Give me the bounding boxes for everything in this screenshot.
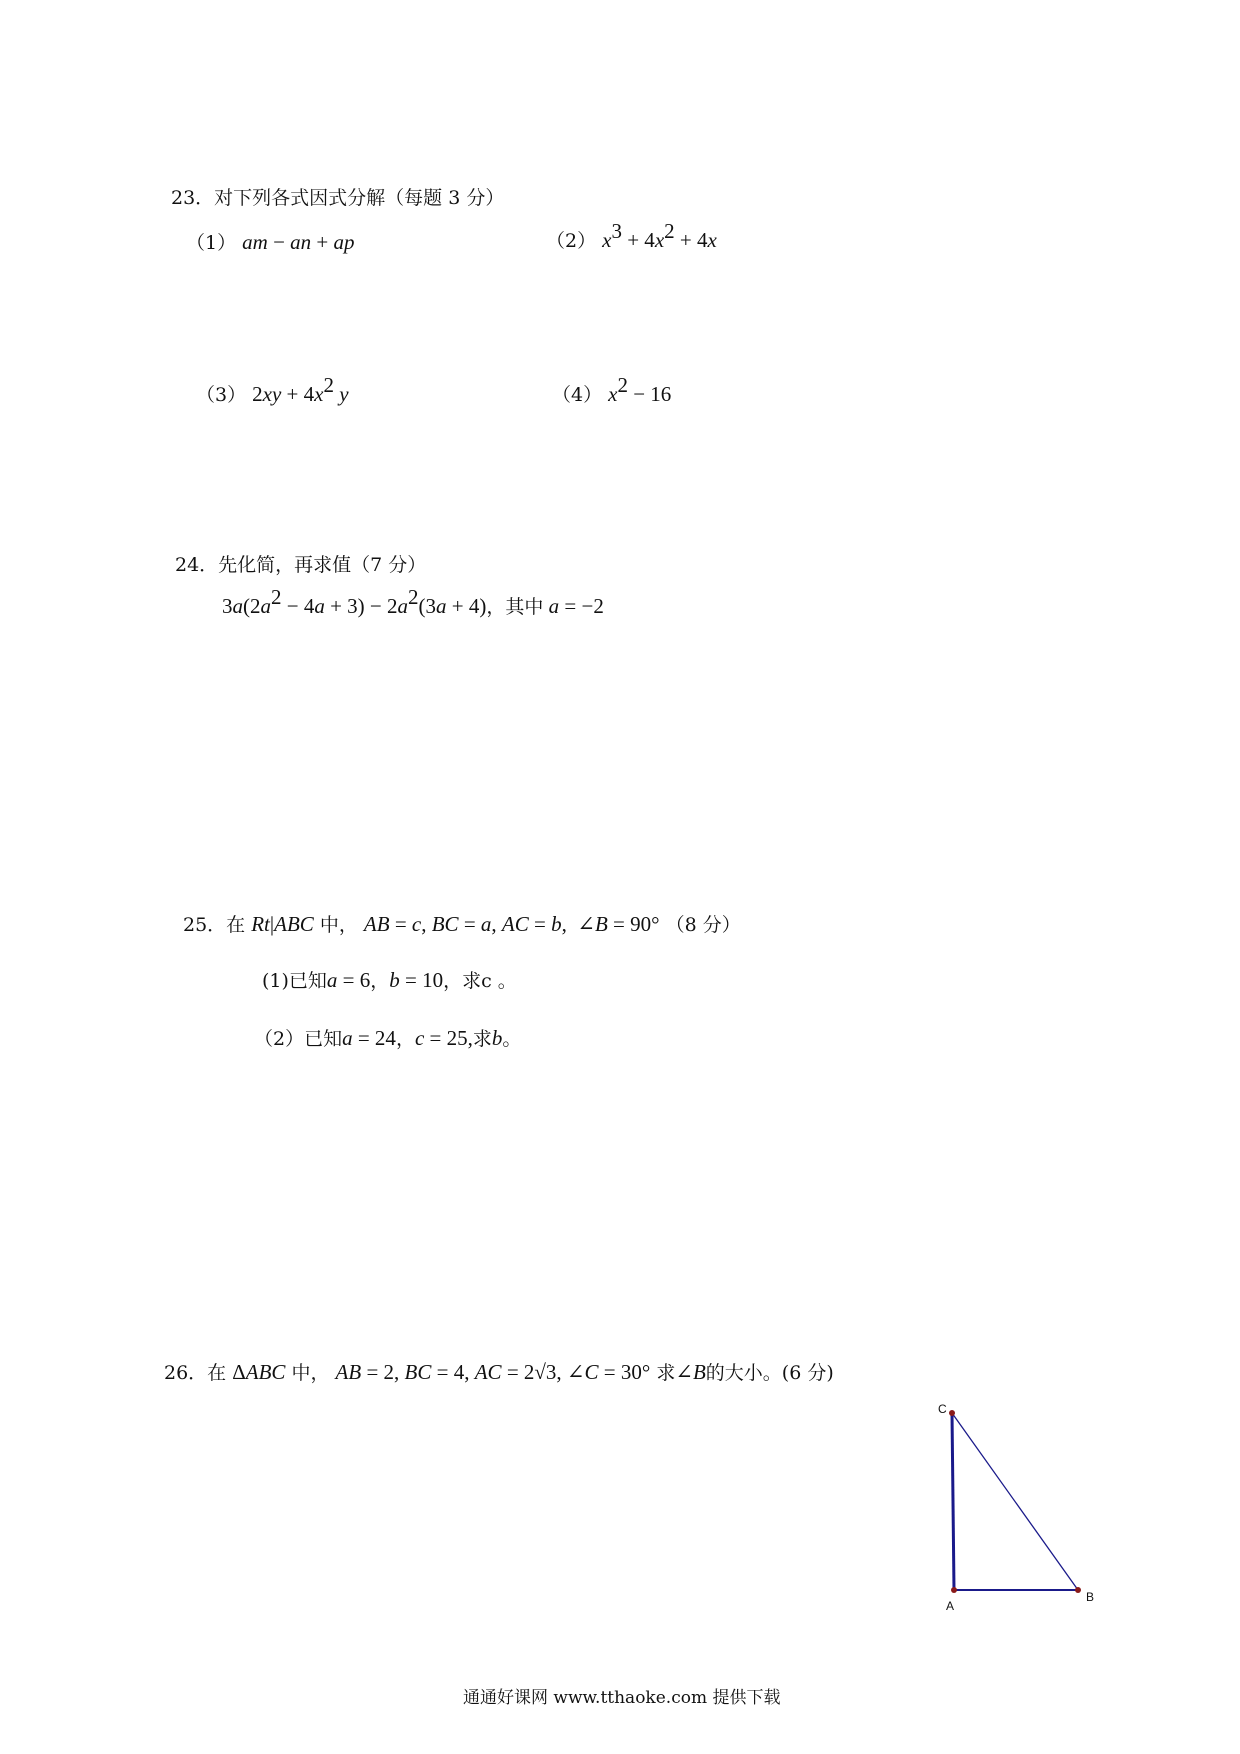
point-c — [949, 1410, 955, 1416]
q23-part3: （3） $2xy + 4x^2$ y — [196, 373, 349, 406]
side-cb — [952, 1413, 1078, 1590]
q26-ask: 求 — [656, 1362, 676, 1384]
q26-ask-end: 的大小。(6 分) — [705, 1362, 834, 1384]
q23-p4-label: （4） — [552, 384, 603, 406]
q23-p2-expr: x — [602, 228, 612, 252]
q23-p4-expr: x — [608, 382, 618, 406]
q24-expression: $3a(2a^2 - 4a + 3) - 2a^2(3a + 4)$，其中 a = −2 — [222, 585, 604, 618]
q24-title: 24．先化简，再求值（7 分） — [175, 554, 427, 576]
q25-p2-label: （2）已知 — [254, 1028, 343, 1050]
footer-text: 通通好课网 www.tthaoke.com 提供下载 — [463, 1688, 781, 1708]
q25-in: 中， — [319, 914, 358, 936]
q23-p1-expr: am — [242, 230, 268, 254]
q25-title: 25．在 Rt|ABC 中， AB = c, BC = a, AC = b, ∠B = 90° （8 分） — [183, 912, 741, 936]
q23-title: 23．对下列各式因式分解（每题 3 分） — [171, 187, 505, 209]
q25-p1-label: (1)已知 — [262, 970, 327, 992]
q26-num: 26．在 — [164, 1362, 227, 1384]
q23-p1-label: （1） — [186, 232, 237, 254]
point-a — [951, 1587, 957, 1593]
q23-part4: （4） $x^2 - 16$ — [552, 373, 672, 406]
point-b — [1075, 1587, 1081, 1593]
q25-part1: (1)已知a = 6，b = 10，求c 。 — [262, 968, 517, 992]
triangle-figure — [930, 1395, 1120, 1635]
label-c: C — [938, 1402, 947, 1416]
label-b: B — [1086, 1590, 1095, 1604]
q25-score: （8 分） — [665, 914, 741, 936]
q23-part1: （1） am − an + ap — [186, 230, 355, 254]
label-a: A — [946, 1599, 955, 1613]
q25-p1-ask: ，求c 。 — [443, 970, 517, 992]
q26-in: 中， — [291, 1362, 330, 1384]
q25-num: 25．在 — [183, 914, 246, 936]
side-ca — [952, 1413, 954, 1590]
q23-part2: （2） $x^3 + 4x^2 + 4x$ — [546, 219, 717, 252]
q23-p2-label: （2） — [546, 230, 597, 252]
q24-where: ，其中 — [486, 596, 544, 618]
q23-p3-label: （3） — [196, 384, 247, 406]
q25-part2: （2）已知a = 24，c = 25,求b。 — [254, 1026, 522, 1050]
q23-p3-expr: 2 — [252, 382, 263, 406]
q26-title: 26．在 ΔABC 中， AB = 2, BC = 4, AC = 2√3, ∠C = 30° 求∠B的大小。(6 分) — [164, 1360, 834, 1384]
